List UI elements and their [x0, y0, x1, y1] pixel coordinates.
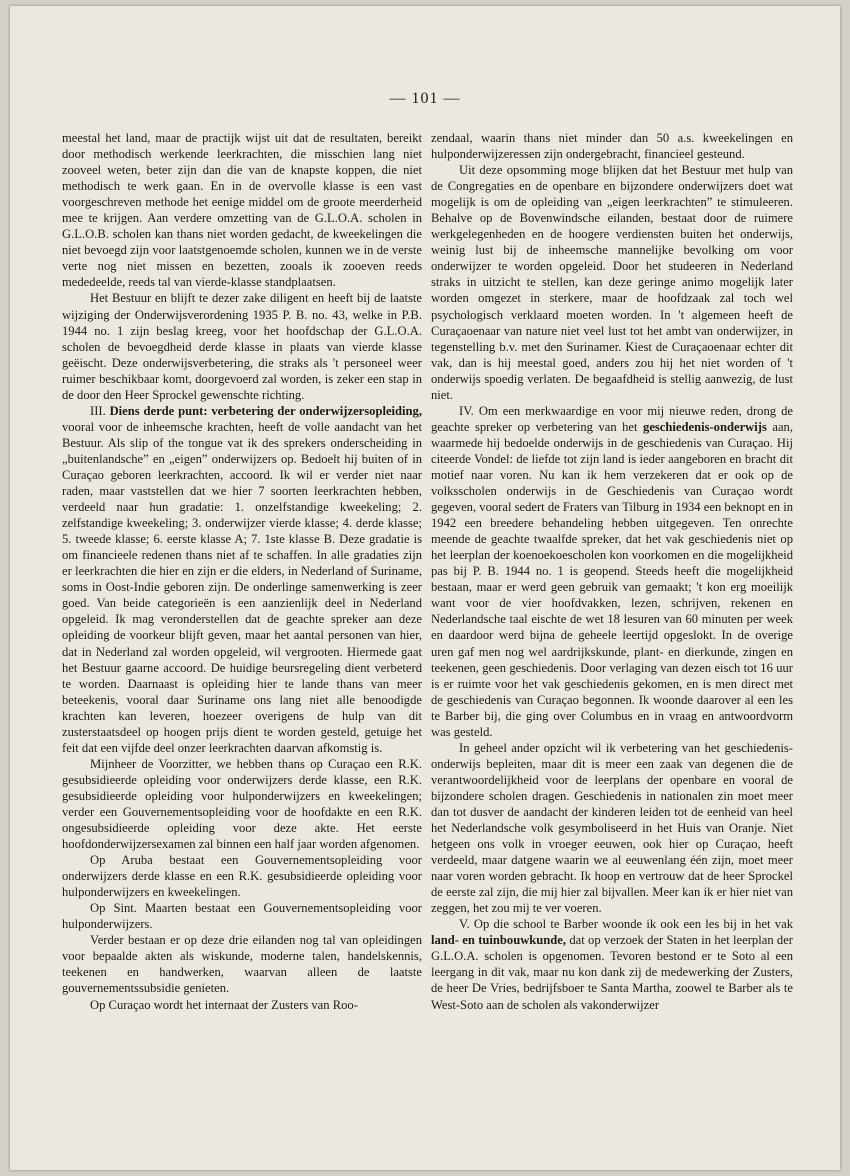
paragraph: Verder bestaan er op deze drie eilanden nog tal van opleidingen voor bepaalde akten als wiskunde, moderne talen, handelskennis, teekenen en handwerken, waarvan alleen de laatste gouvernementssubsidie genieten.: [62, 933, 422, 996]
paragraph-text: vooral voor de inheemsche krachten, heeft de volle aandacht van het Bestuur. Als slip of the tongue vat ik des sprekers onderscheiding in „buitenlandsche” en „eigen” onderwijzers op. Bedoelt hij buiten of in Curaçao geboren leerkrachten, accoord. Ik wil er verder niet naar raden, maar vaststellen dat we hier 7 soorten leerkrachten hebben, verdeeld naar hun gradatie: 1. onzelfstandige kweekeling; 2. zelfstandige kweekeling; 3. onderwijzer vierde klasse; 4. derde klasse; 5. tweede klasse; 6. eerste klasse A; 7. 1ste klasse B. Deze gradatie is om financieele redenen thans niet af te schaffen. In alle gradaties zijn er leerkrachten die hier en zijn er die elders, in Nederland of Suriname, soms in Oost-Indie geboren zijn. De onderlinge samenwerking is zeer goed. Van beide categorieën is een aanzienlijk deel in Nederland opgeleid. Ik mag veronderstellen dat de geachte spreker aan deze opleiding de voorkeur blijft geven, maar het aantal personen van hier, dat in Nederland zal worden opgeleid, wil vergrooten. Hiermede gaat het Bestuur gaarne accoord. De huidige beursregeling dient verbeterd te worden. Daarnaast is opleiding hier te lande thans van meer beteekenis, vooral daar Suriname ons lang niet alle benoodigde krachten kan leveren, hoezeer overigens de hulp van dit zusterstaatsdeel op hoogen prijs dient te worden gesteld, getuige het feit dat een vijfde deel onzer leerkrachten daarvan afkomstig is.: [62, 419, 422, 755]
left-column: [62, 130, 422, 1013]
paragraph: Op Aruba bestaat een Gouvernementsopleiding voor onderwijzers derde klasse en een R.K. gesubsidieerde opleiding voor hulponderwijzers en kweekelingen.: [62, 853, 422, 900]
paragraph: meestal het land, maar de practijk wijst uit dat de resultaten, bereikt door methodisch werkende leerkrachten, die misschien lang niet zooveel weten, beter zijn dan die van de knapste koppen, die niet methodisch te werk gaan. En in de overvolle klasse is een vast voorgeschreven methode het eenige middel om de groote meerderheid mee te krijgen. Aan verdere omzetting van de G.L.O.A. scholen in G.L.O.B. scholen kan thans niet worden gedacht, de kweekelingen die niet bevoegd zijn voor laatstgenoemde scholen, kunnen we in de verste verte nog niet missen en bezetten, zooals ik zooeven reeds mededeelde, reeds tal van vierde-klasse standplaatsen.: [62, 131, 422, 290]
paragraph: Uit deze opsomming moge blijken dat het Bestuur met hulp van de Congregaties en de openbare en bijzondere onderwijzers doet wat mogelijk is om de opleiding van „eigen leerkrachten” te stimuleeren. Behalve op de Bovenwindsche eilanden, bestaat door de ruimere werkgelegenheden en de hoogere verdiensten buiten het onderwijs, weinig lust bij de inheemsche mannelijke bevolking om voor onderwijzer te worden opgeleid. Door het studeeren in Nederland straks in uitzicht te stellen, kan deze geringe animo mogelijk later worden omgezet in sterkere, maar de hoofdzaak zal toch wel psychologisch verklaard moeten worden. In 't algemeen heeft de Curaçaoenaar van nature niet veel lust tot het ambt van onderwijzer, in tegenstelling b.v. met den Surinamer. Kiest de Curaçaoenaar echter dit vak, dan is hij meestal goed, anders zou hij het niet worden of 't onderwijs spoedig verlaten. De begaafdheid is stellig aanwezig, de lust niet.: [431, 163, 793, 402]
paragraph: [62, 403, 422, 756]
paragraph-text: V. Op die school te Barber woonde ik ook een les bij in het vak: [459, 917, 793, 932]
paragraph: Op Sint. Maarten bestaat een Gouvernementsopleiding voor hulponderwijzers.: [62, 901, 422, 932]
emphasized-term: geschiedenis-onderwijs: [643, 419, 767, 434]
paragraph-text: dat op verzoek der Staten in het leerplan der G.L.O.A. scholen is opgenomen. Tevoren bestond er te Soto al een leergang in dit vak, maar nu kon dank zij de medewerking der Zusters, de heer De Vries, bedrijfsboer te Santa Martha, zoowel te Barber als te West-Soto aan de scholen als vakonderwijzer: [431, 933, 793, 1012]
page-number: — 101 —: [389, 90, 461, 107]
paragraph: In geheel ander opzicht wil ik verbetering van het geschiedenis-onderwijs bepleiten, maar dit is meer een zaak van degenen die de verantwoordelijkheid voor de leerplans der openbare en vooral de bijzondere scholen dragen. Geschiedenis in nationalen zin moet meer dan tot dusver de aandacht der kinderen leiden tot de eenheid van heel het Nederlandsche volk gesymboliseerd in het Huis van Oranje. Niet hetgeen ons volk in vroeger eeuwen, ook hier op Curaçao, heeft verdeeld, maar datgene waarin we al eeuwenlang één zijn, moet meer naar voren worden gebracht. Ik hoop en vertrouw dat de heer Sprockel de eerste zal zijn, die mij hier zal bijvallen. Meer kan ik er hier niet van zeggen, het zou mij te ver voeren.: [431, 740, 793, 916]
section-number: III.: [90, 403, 106, 418]
paragraph-text: IV. Om een merkwaardige en voor mij nieuwe reden, drong de geachte spreker op verbetering van het: [431, 403, 793, 434]
paragraph: [431, 403, 793, 740]
emphasized-term: land- en tuinbouwkunde,: [431, 933, 567, 948]
paragraph-text: aan, waarmede hij bedoelde onderwijs in de geschiedenis van Curaçao. Hij citeerde Vondel: de liefde tot zijn land is ieder aangeboren en bracht dit motief naar voren. Nu kan ik hem verzekeren dat er ook op de volksscholen onderwijs in de Geschiedenis van Curaçao wordt gegeven, vooral sedert de Fraters van Tilburg in 1934 een beknopt en in 1942 een breedere behandeling hebben uitgegeven. Ten onrechte meende de geachte twaalfde spreker, dat het vak geschiedenis niet op het leerplan der koenoekoescholen kon voorkomen en die mogelijkheid pas bij P. B. 1944 no. 1 is geopend. Steeds heeft die mogelijkheid bestaan, maar er werd geen gebruik van gemaakt; 't kon erg moeilijk want voor de vier hoofdvakken, lezen, schrijven, rekenen en Nederlandsche taal eischte de wet 18 lesuren van 60 minuten per week en daardoor werd bijna de geheele leertijd opgeslokt. In de overige uren gaf men nog wel aardrijkskunde, plant- en dierkunde, zingen en teekenen, geen geschiedenis. Door verlaging van dezen eisch tot 16 uur is er ruimte voor het vak geschiedenis gekomen, en is men direct met de geschiedenis van Curaçao begonnen. Ik woonde daarover al een les te Barber bij, die ging over Columbus en in vraag en antwoordvorm was gesteld.: [431, 419, 793, 739]
paragraph: Mijnheer de Voorzitter, we hebben thans op Curaçao een R.K. gesubsidieerde opleiding voor onderwijzers derde klasse, een R.K. gesubsidieerde opleiding voor hulponderwijzers en kweekelingen; verder een Gouvernementsopleiding voor de hoofdakte en een R.K. ongesubsidieerde opleiding voor deze akte. Het eerste hoofdonderwijzersexamen zal binnen een half jaar worden afgenomen.: [62, 756, 422, 852]
paragraph: Op Curaçao wordt het internaat der Zusters van Roo-: [90, 997, 358, 1012]
paragraph: Het Bestuur en blijft te dezer zake diligent en heeft bij de laatste wijziging der Onderwijsverordening 1935 P. B. no. 43, welke in P.B. 1944 no. 1 zijn beslag kreeg, voor het hoofdschap der G.L.O.A. scholen de bevoegdheid derde klasse in plaats van vierde klasse geëischt. Deze onderwijsverbetering, die straks als 't personeel weer ruimer beschikbaar komt, doorgevoerd zal worden, is zeker een stap in de door den Heer Sprockel gewenschte richting.: [62, 291, 422, 402]
document-page: [10, 6, 840, 1170]
right-column: [431, 130, 793, 1013]
section-heading: Diens derde punt: verbetering der onderwijzersopleiding,: [109, 403, 422, 418]
paragraph: [431, 916, 793, 1012]
paragraph: zendaal, waarin thans niet minder dan 50 a.s. kweekelingen en hulponderwijzeressen zijn ondergebracht, financieel gesteund.: [431, 131, 793, 162]
